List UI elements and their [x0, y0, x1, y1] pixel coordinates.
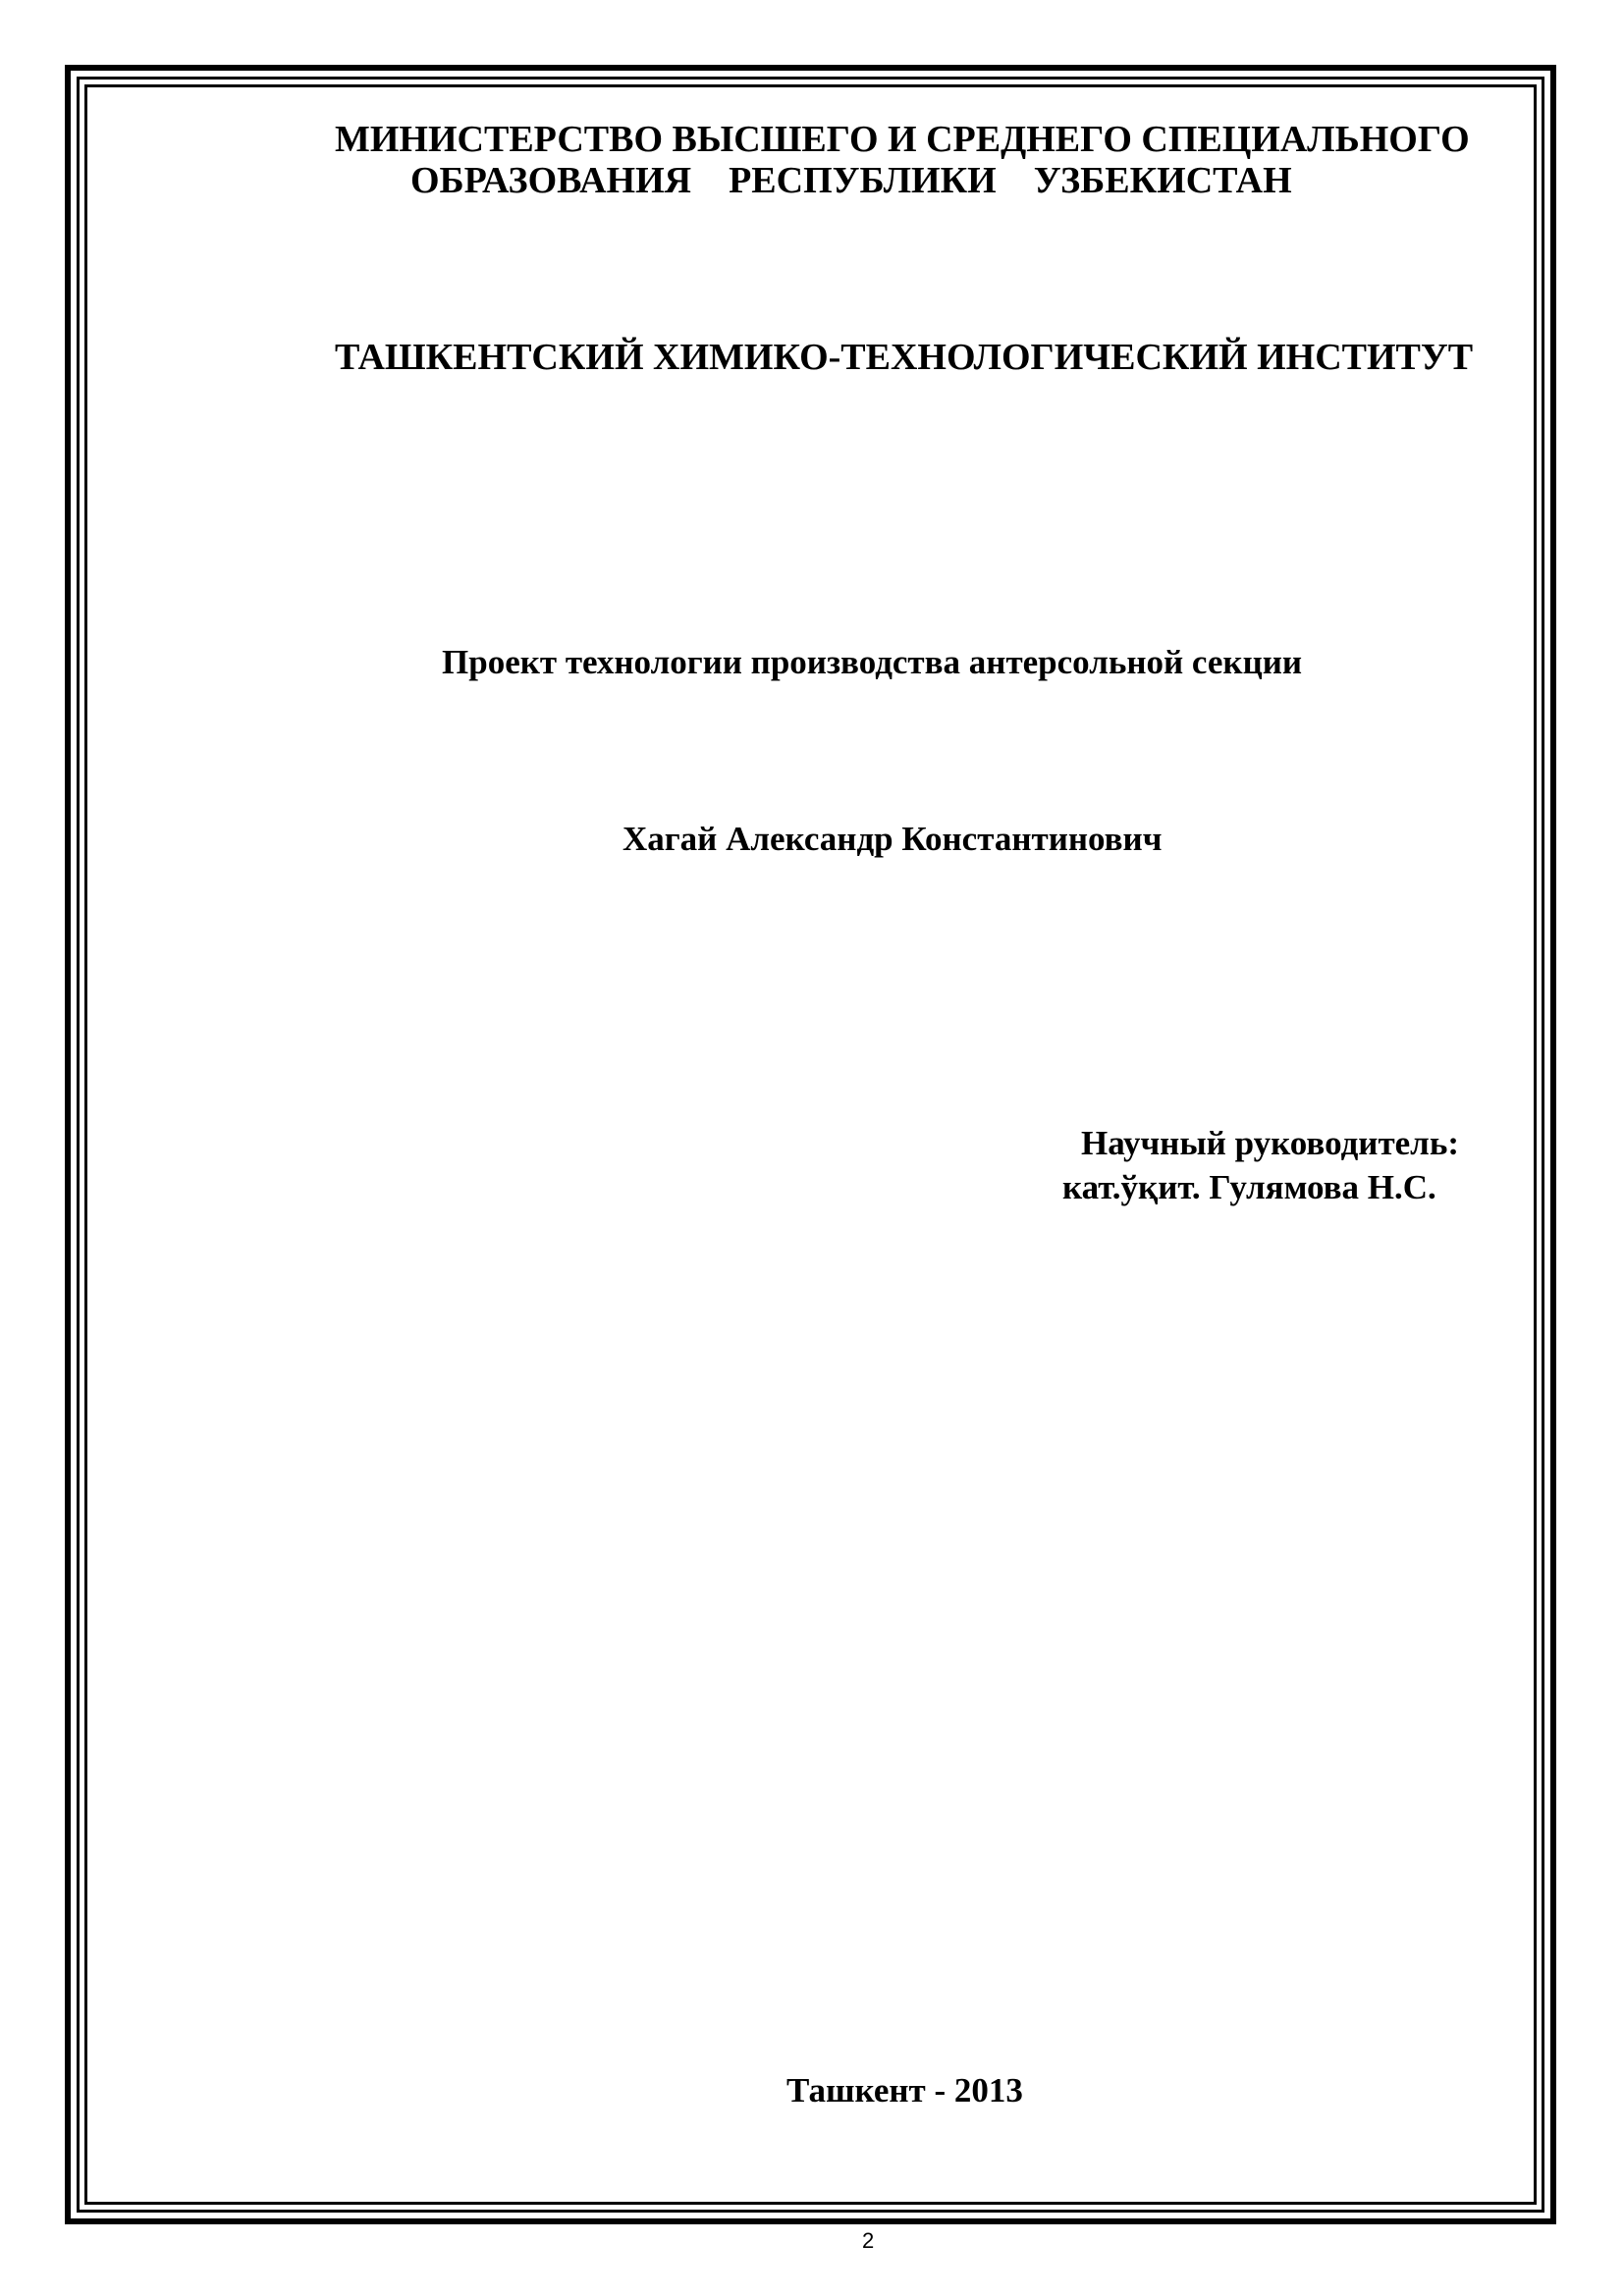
supervisor-name: кат.ўқит. Гулямова Н.С.: [1062, 1168, 1436, 1206]
ministry-heading-line-1: МИНИСТЕРСТВО ВЫСШЕГО И СРЕДНЕГО СПЕЦИАЛЬНОГО: [335, 119, 1470, 160]
page-number: 2: [862, 2228, 875, 2253]
project-title: Проект технологии производства антерсольной секции: [442, 643, 1303, 681]
institute-name: ТАШКЕНТСКИЙ ХИМИКО-ТЕХНОЛОГИЧЕСКИЙ ИНСТИТУТ: [335, 337, 1474, 378]
ministry-heading-line-2: ОБРАЗОВАНИЯ РЕСПУБЛИКИ УЗБЕКИСТАН: [410, 160, 1292, 201]
author-name: Хагай Александр Константинович: [623, 820, 1163, 858]
supervisor-label: Научный руководитель:: [1081, 1124, 1459, 1162]
city-year: Ташкент - 2013: [786, 2071, 1023, 2109]
